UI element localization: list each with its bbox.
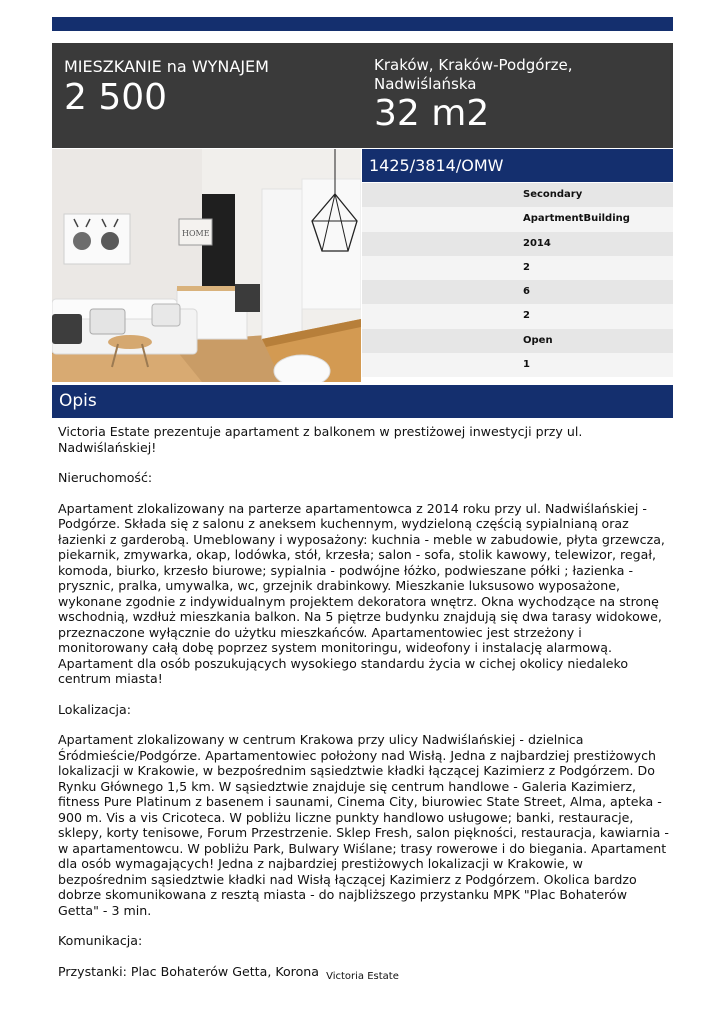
section-title-description: Opis bbox=[52, 385, 673, 418]
description-paragraph-location: Apartament zlokalizowany w centrum Krakowa przy ulicy Nadwiślańskiej - dzielnica Śródmieście/Podgórze. Apartamentowiec położony nad Wisłą. Jedna z najbardziej prestiżowych lokalizacji w Krakowie, w bezpośrednim sąsiedztwie kładki łączącej Kazimierz z Podgórzem. Do Rynku Głównego 1,5 km. W sąsiedztwie znajduje się centrum handlowe - Galeria Kazimierz, fitness Pure Platinum z basenem i saunami, Cinema City, biurowiec State Street, Alma, apteka - 900 m. Vis a vis Cricoteca. W pobliżu liczne punkty handlowo usługowe; banki, restauracje, sklepy, korty tenisowe, Forum Przestrzenie. Sklep Fresh, salon piękności, restauracja, kawiarnia - w apartamentowcu. W pobliżu Park, Bulwary Wiślane; trasy rowerowe i do biegania. Apartament dla osób wymagających! Jedna z najbardziej prestiżowych lokalizacji w Krakowie, w bezpośrednim sąsiedztwie kładki nad Wisłą łączącej Kazimierz z Podgórzem. Okolica bardzo dobrze skomunikowana z resztą miasta - do najbliższego przystanku MPK "Plac Bohaterów Getta" - 3 min. bbox=[58, 732, 669, 918]
top-accent-bar bbox=[52, 17, 673, 31]
details-table bbox=[362, 183, 673, 377]
detail-row: ApartmentBuilding bbox=[362, 207, 673, 231]
description-body bbox=[58, 424, 670, 979]
description-heading-transport: Komunikacja: bbox=[58, 933, 143, 948]
description-heading-location: Lokalizacja: bbox=[58, 701, 131, 717]
detail-row: 2014 bbox=[362, 232, 673, 256]
wall-sign-text: HOME bbox=[182, 229, 210, 238]
description-paragraph-property: Apartament zlokalizowany na parterze apartamentowca z 2014 roku przy ul. Nadwiślańskiej - Podgórze. Składa się z salonu z aneksem kuchennym, wydzieloną częścią sypialnianą oraz łazienki z garderobą. Umeblowany i wyposażony: kuchnia - meble w zabudowie, płyta grzewcza, piekarnik, zmywarka, okap, lodówka, stół, krzesła; salon - sofa, stolik kawowy, telewizor, regał, komoda, biurko, krzesło biurowe; sypialnia - podwójne łóżko, podwieszane półki ; łazienka - prysznic, pralka, umywalka, wc, grzejnik drabinkowy. Mieszkanie luksusowo wyposażone, wykonane zgodnie z indywidualnym projektem dekoratora wnętrz. Okna wychodzące na stronę wschodnią, wzdłuż mieszkania balkon. Na 5 piętrze budynku znajdują się dwa tarasy widokowe, przeznaczone wyłącznie do użytku mieszkańców. Apartamentowiec jest strzeżony i monitorowany całą dobę poprzez system monitoringu, wideofony i instalację alarmową. Apartament dla osób poszukujących wysokiego standardu życia w cichej okolicy niedaleko centrum miasta! bbox=[58, 500, 665, 686]
detail-row: 6 bbox=[362, 280, 673, 304]
detail-row: 1 bbox=[362, 353, 673, 377]
detail-row: 2 bbox=[362, 304, 673, 328]
detail-row: 2 bbox=[362, 256, 673, 280]
description-heading-property: Nieruchomość: bbox=[58, 470, 153, 485]
description-intro: Victoria Estate prezentuje apartament z balkonem w prestiżowej inwestycji przy ul. Nadwiślańskiej! bbox=[58, 424, 583, 455]
apartment-photo-illustration bbox=[52, 149, 361, 382]
footer-agency-name: Victoria Estate bbox=[326, 971, 399, 982]
listing-type: MIESZKANIE na WYNAJEM bbox=[64, 57, 269, 76]
detail-row: Open bbox=[362, 329, 673, 353]
listing-price: 2 500 bbox=[64, 77, 168, 118]
listing-address: Kraków, Kraków-Podgórze, Nadwiślańska bbox=[374, 56, 573, 93]
listing-header bbox=[52, 43, 673, 148]
description-paragraph-transport: Przystanki: Plac Bohaterów Getta, Korona bbox=[58, 963, 319, 979]
listing-area: 32 m2 bbox=[374, 93, 490, 134]
detail-row: Secondary bbox=[362, 183, 673, 207]
apartment-photo bbox=[52, 149, 361, 382]
reference-number: 1425/3814/OMW bbox=[362, 149, 673, 182]
